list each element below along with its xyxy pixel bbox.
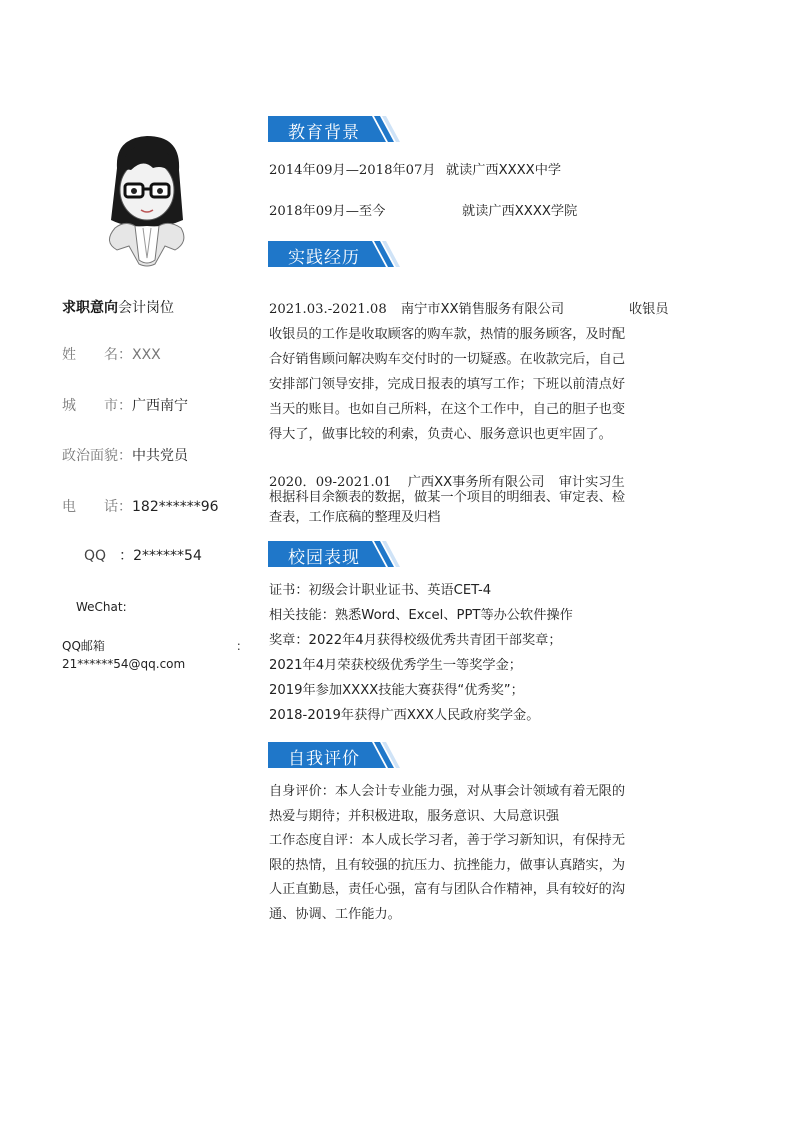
practice-line: 合好销售顾问解决购车交付时的一切疑惑。在收款完后，自己 — [269, 352, 626, 367]
self-line: 人正直勤恳，责任心强，富有与团队合作精神，具有较好的沟 — [269, 882, 626, 897]
practice-entry-1-date: 2021.03.-2021.08 — [269, 302, 387, 317]
edu-row-2-date: 2018年09月—至今 — [269, 204, 386, 219]
self-line: 限的热情，且有较强的抗压力、抗挫能力，做事认真踏实，为 — [269, 857, 626, 873]
field-email-value: 21******54@qq.com — [62, 657, 186, 671]
avatar — [95, 128, 200, 268]
practice-entry-2-role: 审计实习生 — [558, 475, 625, 490]
field-wechat: WeChat: — [76, 600, 127, 614]
practice-entry-2-company: 广西XX事务所有限公司 — [407, 475, 545, 490]
practice-line: 安排部门领导安排，完成日报表的填写工作；下班以前清点好 — [269, 377, 626, 392]
campus-line: 2021年4月荣获校级优秀学生一等奖学金； — [269, 658, 522, 673]
practice-entry-2-date: 2020．09-2021.01 — [269, 475, 392, 490]
practice-line: 查表，工作底稿的整理及归档 — [269, 510, 441, 525]
section-heading-practice — [268, 241, 400, 267]
practice-entry-2-body — [269, 488, 679, 528]
self-line: 通、协调、工作能力。 — [269, 906, 401, 922]
field-politics-value: 中共党员 — [132, 448, 188, 464]
field-city — [62, 395, 188, 415]
edu-row-1-text: 就读广西XXXX中学 — [445, 163, 562, 178]
field-qq-label: QQ — [84, 548, 107, 564]
section-title-practice: 实践经历 — [288, 248, 360, 268]
practice-line: 收银员的工作是收取顾客的购车款，热情的服务顾客，及时配 — [269, 327, 626, 342]
field-name-label: 姓 名： — [62, 347, 132, 363]
field-email-label: QQ邮箱 — [62, 639, 105, 653]
edu-row-1 — [269, 158, 561, 183]
self-body — [269, 780, 679, 927]
campus-line: 奖章：2022年4月获得校级优秀共青团干部奖章； — [269, 633, 562, 648]
job-intent-value: 会计岗位 — [118, 300, 174, 316]
edu-row-2 — [269, 199, 385, 224]
field-email-colon: ： — [236, 639, 249, 653]
campus-line: 2018-2019年获得广西XXX人民政府奖学金。 — [269, 708, 540, 723]
field-name — [62, 344, 161, 364]
practice-line: 当天的账目。也如自己所料，在这个工作中，自己的胆子也变 — [269, 402, 626, 417]
field-qq-value: ：2******54 — [119, 548, 202, 564]
section-title-self: 自我评价 — [288, 749, 360, 769]
campus-body — [269, 578, 679, 728]
field-phone-value: 182******96 — [132, 499, 219, 515]
campus-line: 证书：初级会计职业证书、英语CET-4 — [269, 583, 492, 598]
job-intent — [62, 297, 174, 317]
field-name-value: XXX — [132, 347, 161, 363]
field-phone — [62, 496, 219, 516]
field-politics-label: 政治面貌： — [62, 448, 132, 464]
practice-line: 得大了，做事比较的利索，负责心、服务意识也更牢固了。 — [269, 427, 612, 442]
section-title-education: 教育背景 — [288, 123, 360, 143]
section-title-campus: 校园表现 — [288, 548, 360, 568]
practice-line: 根据科目余额表的数据，做某一个项目的明细表、审定表、检 — [269, 490, 626, 505]
campus-line: 2019年参加XXXX技能大赛获得“优秀奖”； — [269, 683, 524, 698]
field-city-value: 广西南宁 — [132, 398, 188, 414]
field-city-label: 城 市： — [62, 398, 132, 414]
field-politics — [62, 445, 188, 465]
self-line: 热爱与期待；并积极进取，服务意识、大局意识强 — [269, 808, 560, 824]
edu-row-2-text: 就读广西XXXX学院 — [462, 204, 578, 219]
section-heading-education — [268, 116, 400, 142]
practice-entry-1-company: 南宁市XX销售服务有限公司 — [400, 302, 565, 317]
self-line: 工作态度自评：本人成长学习者，善于学习新知识，有保持无 — [269, 833, 626, 848]
section-heading-self — [268, 742, 400, 768]
field-qq — [84, 545, 202, 565]
practice-entry-1-body — [269, 322, 679, 447]
section-heading-campus — [268, 541, 400, 567]
self-line: 自身评价：本人会计专业能力强，对从事会计领域有着无限的 — [269, 784, 626, 799]
practice-entry-1-role: 收银员 — [629, 302, 669, 317]
campus-line: 相关技能：熟悉Word、Excel、PPT等办公软件操作 — [269, 608, 573, 623]
practice-entry-1-header — [269, 297, 564, 322]
edu-row-1-date: 2014年09月—2018年07月 — [269, 163, 436, 178]
job-intent-label: 求职意向 — [62, 300, 118, 316]
field-phone-label: 电 话： — [62, 499, 132, 515]
